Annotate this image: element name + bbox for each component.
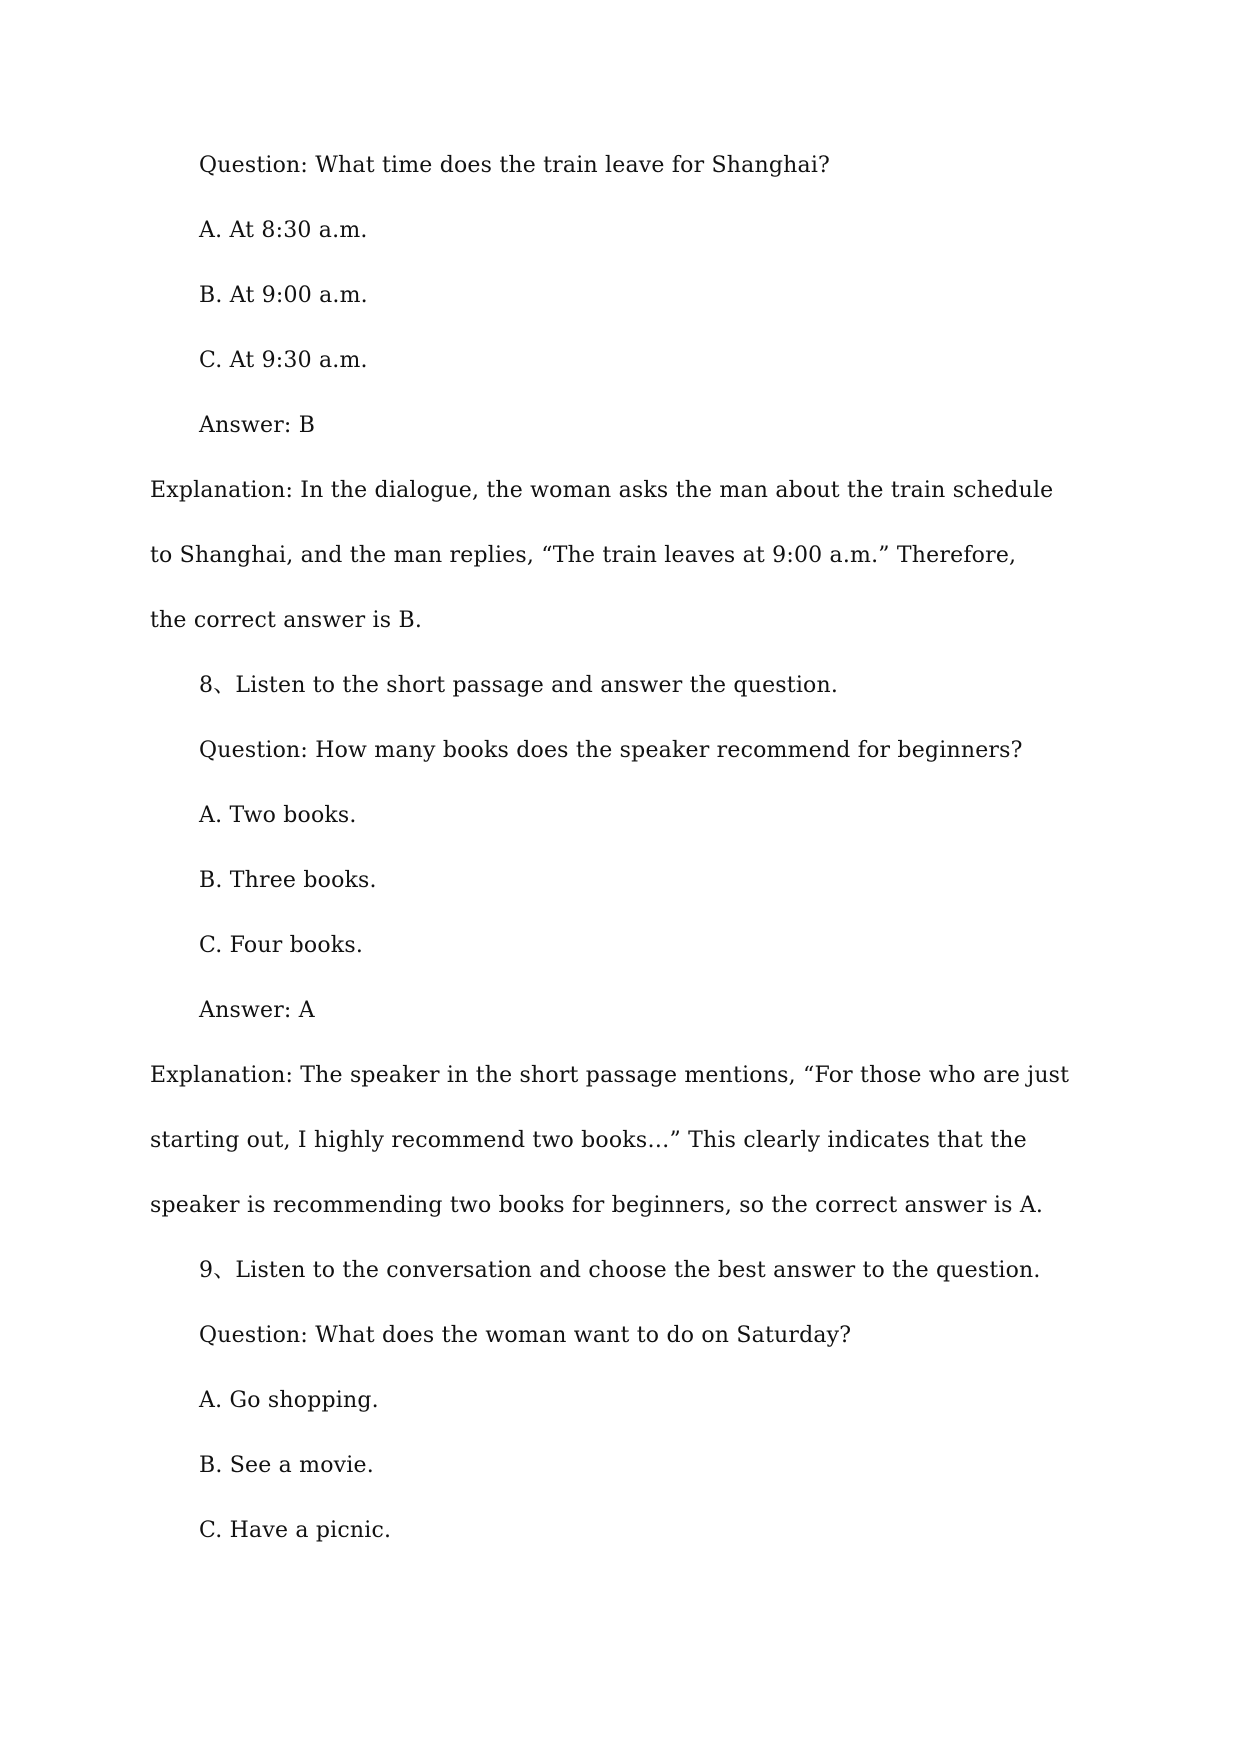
- q8-explanation-line-1: Explanation: The speaker in the short passage mentions, “For those who are just: [150, 1063, 1070, 1088]
- q8-instruction: 8、Listen to the short passage and answer the question.: [199, 673, 839, 698]
- q8-option-a: A. Two books.: [199, 803, 357, 828]
- q7-explanation-line-2: to Shanghai, and the man replies, “The train leaves at 9:00 a.m.” Therefore,: [150, 543, 1017, 568]
- q8-option-c: C. Four books.: [199, 933, 364, 958]
- q7-question: Question: What time does the train leave for Shanghai?: [199, 153, 831, 178]
- q7-explanation-line-3: the correct answer is B.: [150, 608, 423, 633]
- q7-explanation-line-1: Explanation: In the dialogue, the woman asks the man about the train schedule: [150, 478, 1054, 503]
- q9-option-b: B. See a movie.: [199, 1453, 374, 1478]
- q9-option-c: C. Have a picnic.: [199, 1518, 392, 1543]
- q7-option-c: C. At 9:30 a.m.: [199, 348, 368, 373]
- q7-option-a: A. At 8:30 a.m.: [199, 218, 368, 243]
- q8-answer: Answer: A: [199, 998, 315, 1023]
- q7-option-b: B. At 9:00 a.m.: [199, 283, 368, 308]
- q7-answer: Answer: B: [199, 413, 316, 438]
- q8-question: Question: How many books does the speaker recommend for beginners?: [199, 738, 1023, 763]
- q8-explanation-line-3: speaker is recommending two books for beginners, so the correct answer is A.: [150, 1193, 1044, 1218]
- q9-option-a: A. Go shopping.: [199, 1388, 379, 1413]
- q8-explanation-line-2: starting out, I highly recommend two books…” This clearly indicates that the: [150, 1128, 1027, 1153]
- q8-option-b: B. Three books.: [199, 868, 377, 893]
- q9-instruction: 9、Listen to the conversation and choose the best answer to the question.: [199, 1258, 1041, 1283]
- q9-question: Question: What does the woman want to do on Saturday?: [199, 1323, 852, 1348]
